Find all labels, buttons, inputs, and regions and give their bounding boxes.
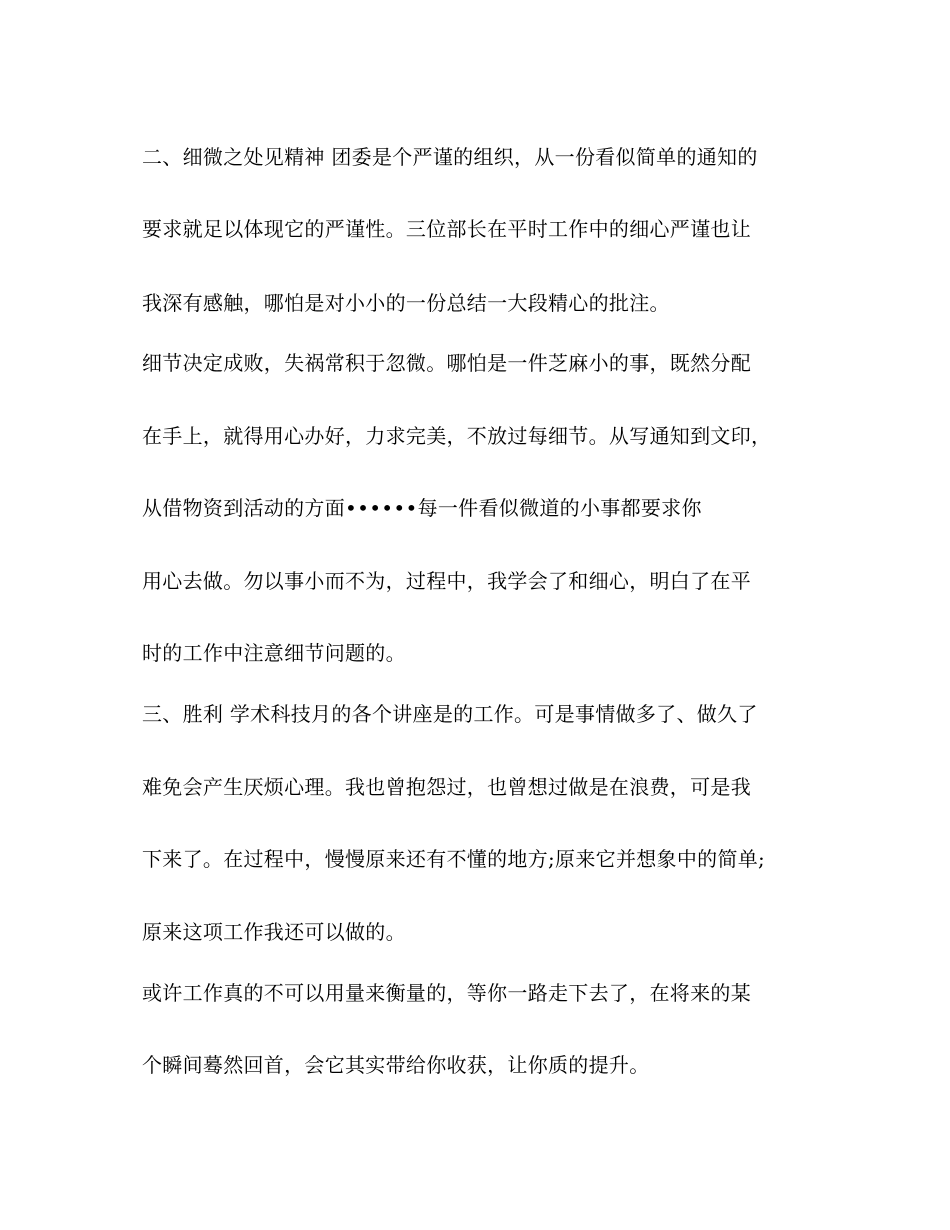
paragraph-3-line-2: 难免会产生厌烦心理。我也曾抱怨过，也曾想过做是在浪费，可是我 — [142, 775, 751, 799]
paragraph-2-line-1: 细节决定成败，失祸常积于忽微。哪怕是一件芝麻小的事，既然分配 — [142, 351, 751, 375]
paragraph-1-line-3: 我深有感触，哪怕是对小小的一份总结一大段精心的批注。 — [142, 291, 670, 315]
paragraph-1-line-1: 二、细微之处见精神 团委是个严谨的组织，从一份看似简单的通知的 — [142, 145, 758, 169]
paragraph-2-line-3: 从借物资到活动的方面••••••每一件看似微道的小事都要求你 — [142, 496, 702, 520]
paragraph-3-line-1: 三、胜利 学术科技月的各个讲座是的工作。可是事情做多了、做久了 — [142, 702, 758, 726]
paragraph-4-line-2: 个瞬间蓦然回首，会它其实带给你收获，让你质的提升。 — [142, 1053, 650, 1077]
paragraph-4-line-1: 或许工作真的不可以用量来衡量的，等你一路走下去了，在将来的某 — [142, 981, 751, 1005]
paragraph-3-line-3: 下来了。在过程中，慢慢原来还有不懂的地方;原来它并想象中的简单; — [142, 847, 766, 871]
paragraph-2-line-4: 用心去做。勿以事小而不为，过程中，我学会了和细心，明白了在平 — [142, 569, 751, 593]
paragraph-3-line-4: 原来这项工作我还可以做的。 — [142, 920, 406, 944]
paragraph-2-line-2: 在手上，就得用心办好，力求完美，不放过每细节。从写通知到文印， — [142, 424, 772, 448]
paragraph-1-line-2: 要求就足以体现它的严谨性。三位部长在平时工作中的细心严谨也让 — [142, 217, 751, 241]
paragraph-2-line-5: 时的工作中注意细节问题的。 — [142, 641, 406, 665]
